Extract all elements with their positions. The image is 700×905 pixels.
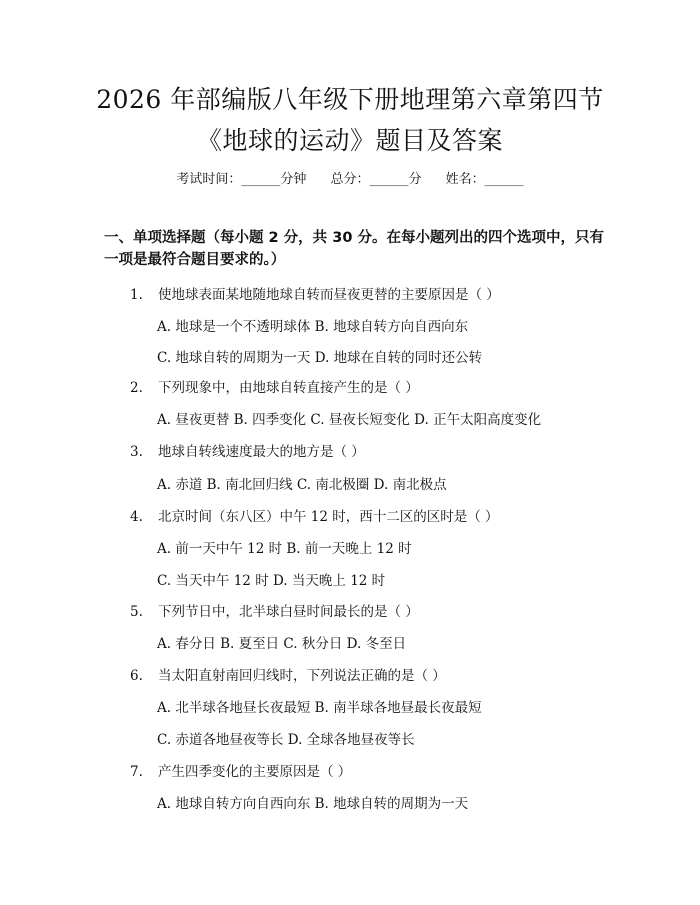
question-number: 7. xyxy=(130,764,143,780)
title-line-2: 《地球的运动》题目及答案 xyxy=(196,126,503,155)
question-number: 3. xyxy=(130,444,143,460)
question-1 xyxy=(130,283,500,303)
question-text: 当太阳直射南回归线时，下列说法正确的是（ ） xyxy=(158,668,446,684)
question-6-options-1: A. 北半球各地昼长夜最短 B. 南半球各地昼最长夜最短 xyxy=(157,700,482,716)
name-field: 姓名：______ xyxy=(445,172,524,187)
question-text: 下列现象中，由地球自转直接产生的是（ ） xyxy=(158,380,419,396)
question-4-options-2: C. 当天中午 12 时 D. 当天晚上 12 时 xyxy=(157,573,386,589)
question-text: 使地球表面某地随地球自转而昼夜更替的主要原因是（ ） xyxy=(158,287,500,303)
question-2 xyxy=(130,376,419,396)
section-heading: 一、单项选择题（每小题 2 分，共 30 分。在每小题列出的四个选项中，只有一项是最符合题目要求的。） xyxy=(104,230,604,268)
question-4 xyxy=(130,505,499,525)
question-7-options-1: A. 地球自转方向自西向东 B. 地球自转的周期为一天 xyxy=(157,796,469,812)
question-4-options-1: A. 前一天中午 12 时 B. 前一天晚上 12 时 xyxy=(157,541,412,557)
question-number: 1. xyxy=(130,287,143,303)
exam-time-field: 考试时间：______分钟 xyxy=(176,172,307,187)
question-5 xyxy=(130,600,419,620)
question-2-options-1: A. 昼夜更替 B. 四季变化 C. 昼夜长短变化 D. 正午太阳高度变化 xyxy=(157,412,542,428)
question-3 xyxy=(130,440,365,460)
title-line-1: 2026 年部编版八年级下册地理第六章第四节 xyxy=(96,85,604,114)
question-text: 下列节日中，北半球白昼时间最长的是（ ） xyxy=(158,604,419,620)
question-number: 4. xyxy=(130,509,143,525)
question-6-options-2: C. 赤道各地昼夜等长 D. 全球各地昼夜等长 xyxy=(157,732,415,748)
question-5-options-1: A. 春分日 B. 夏至日 C. 秋分日 D. 冬至日 xyxy=(157,636,407,652)
question-6 xyxy=(130,664,446,684)
exam-meta xyxy=(0,168,700,187)
question-text: 产生四季变化的主要原因是（ ） xyxy=(158,764,352,780)
question-text: 北京时间（东八区）中午 12 时，西十二区的区时是（ ） xyxy=(158,509,499,525)
question-number: 5. xyxy=(130,604,143,620)
question-7 xyxy=(130,760,351,780)
question-number: 6. xyxy=(130,668,143,684)
question-number: 2. xyxy=(130,380,143,396)
question-3-options-1: A. 赤道 B. 南北回归线 C. 南北极圈 D. 南北极点 xyxy=(157,477,447,493)
question-1-options-1: A. 地球是一个不透明球体 B. 地球自转方向自西向东 xyxy=(157,319,469,335)
question-text: 地球自转线速度最大的地方是（ ） xyxy=(158,444,365,460)
total-score-field: 总分：______分 xyxy=(330,172,422,187)
question-1-options-2: C. 地球自转的周期为一天 D. 地球在自转的同时还公转 xyxy=(157,350,483,366)
